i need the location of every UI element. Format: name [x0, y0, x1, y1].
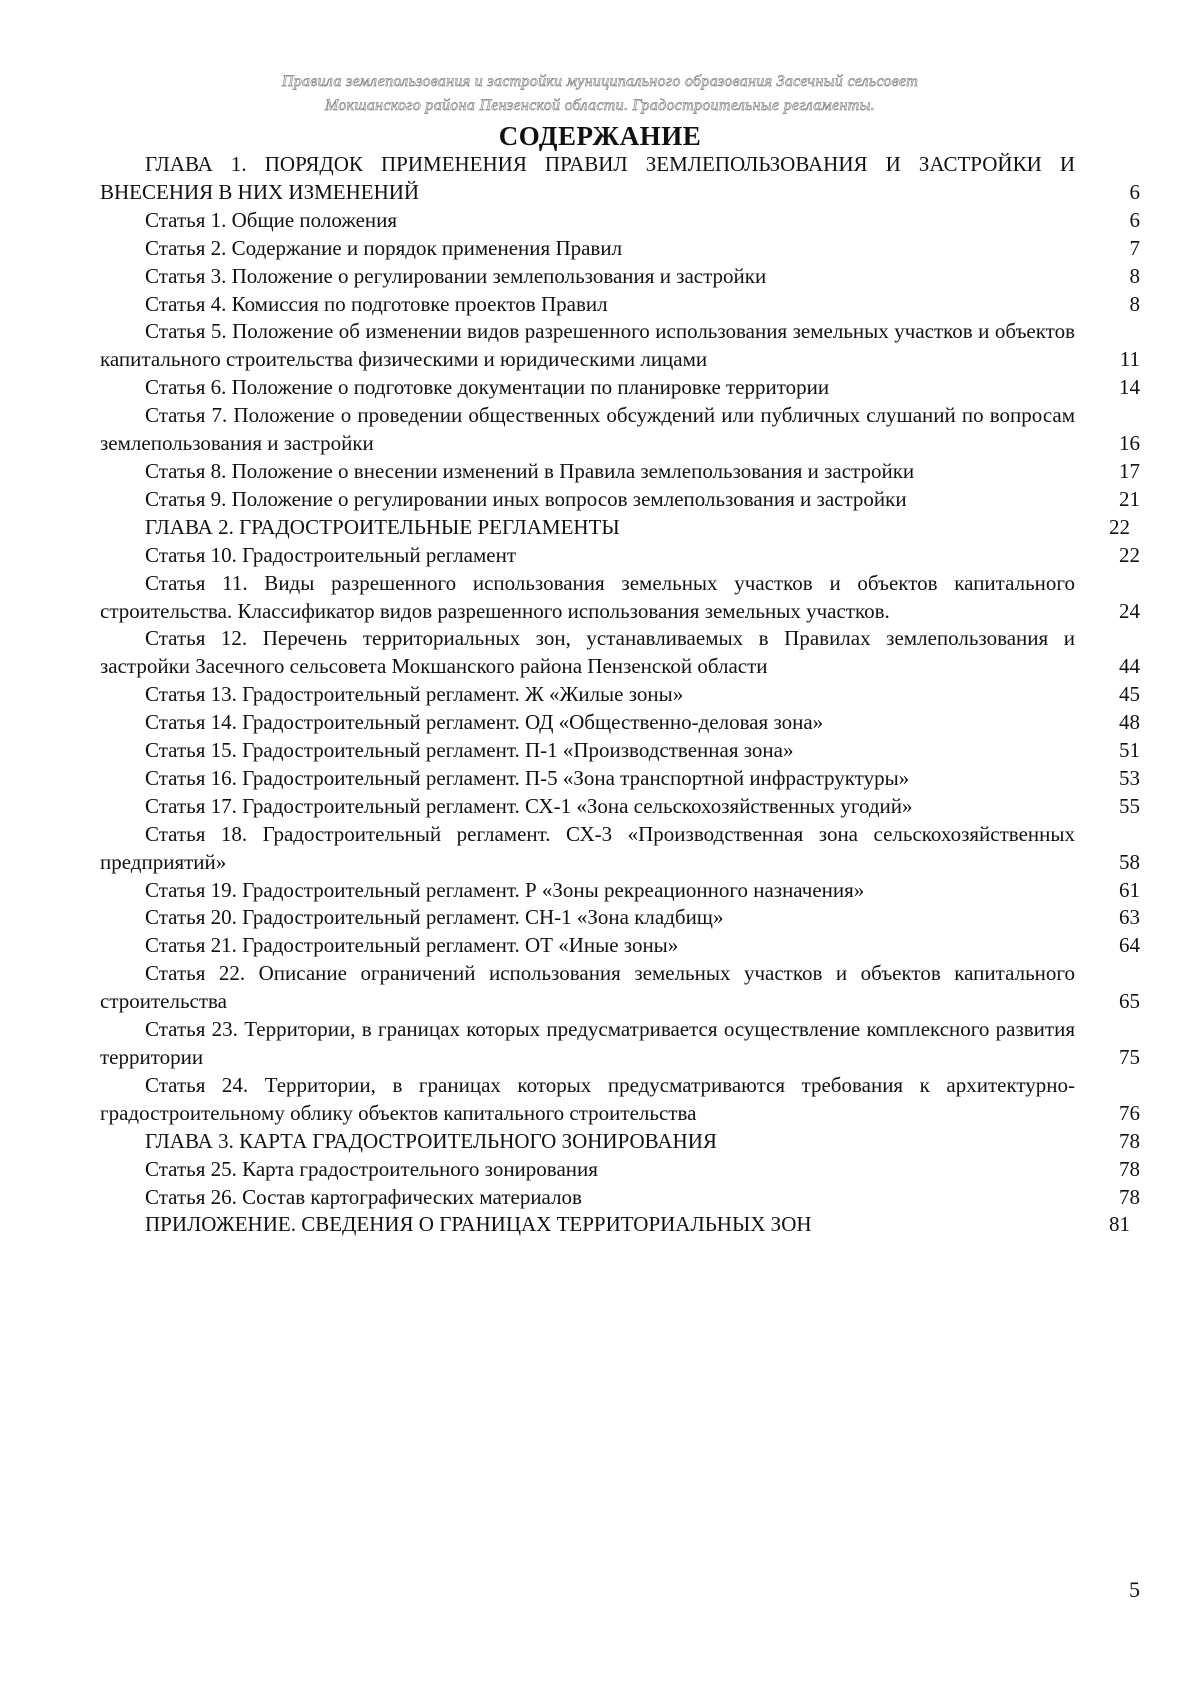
toc-entry [100, 821, 1140, 877]
toc-entry [100, 904, 1140, 932]
running-header-line-2: Мокшанского района Пензенской области. Градостроительные регламенты. [324, 97, 876, 114]
page-number: 5 [1129, 1577, 1140, 1602]
toc-entry [100, 765, 1140, 793]
toc-entry-page: 22 [1109, 514, 1130, 539]
toc-entry-page: 44 [1119, 654, 1140, 679]
toc-entry [100, 151, 1140, 207]
toc-entry [100, 486, 1140, 514]
toc-entry-page: 11 [1119, 347, 1140, 372]
toc-entry [100, 318, 1140, 374]
toc-entry-page: 24 [1119, 598, 1140, 623]
toc-entry [100, 291, 1140, 319]
toc-entry-page: 14 [1119, 375, 1140, 400]
toc-entry [100, 207, 1140, 235]
toc-entry-text: Статья 2. Содержание и порядок применения Правил [145, 235, 623, 260]
toc-entry-text: Статья 21. Градостроительный регламент. ОТ «Иные зоны» [145, 933, 679, 958]
toc-entry-text: Статья 9. Положение о регулировании иных вопросов землепользования и застройки [145, 486, 907, 511]
toc-entry-text: Статья 1. Общие положения [145, 207, 398, 232]
toc-entry [100, 737, 1140, 765]
toc-entry-text: Статья 10. Градостроительный регламент [145, 542, 517, 567]
toc-entry-page: 22 [1119, 542, 1140, 567]
toc-entry [100, 374, 1140, 402]
toc-entry-page: 8 [1129, 263, 1140, 288]
toc-entry-text: Статья 4. Комиссия по подготовке проектов Правил [145, 291, 608, 316]
toc-entry-text: ГЛАВА 1. ПОРЯДОК ПРИМЕНЕНИЯ ПРАВИЛ ЗЕМЛЕПОЛЬЗОВАНИЯ И ЗАСТРОЙКИ И ВНЕСЕНИЯ В НИХ ИЗМЕНЕНИЙ [100, 152, 1075, 204]
toc-entry-page: 55 [1119, 793, 1140, 818]
toc-entry-page: 63 [1119, 905, 1140, 930]
toc-entry-page: 6 [1129, 207, 1140, 232]
toc-entry-text: Статья 26. Состав картографических материалов [145, 1184, 582, 1209]
toc-entry-text: Статья 22. Описание ограничений использования земельных участков и объектов капитального строительства [100, 961, 1075, 1014]
toc-entry-text: Статья 24. Территории, в границах которых предусматриваются требования к архитектурно-градостроительному облику объектов капитального строительства [100, 1072, 1075, 1125]
toc-entry [100, 1072, 1140, 1128]
toc-entry [100, 709, 1140, 737]
toc-entry-text: Статья 12. Перечень территориальных зон, устанавливаемых в Правилах землепользования и застройки Засечного сельсовета Мокшанского района Пензенской области [100, 626, 1075, 679]
toc-entry-text: ГЛАВА 3. КАРТА ГРАДОСТРОИТЕЛЬНОГО ЗОНИРОВАНИЯ [145, 1128, 717, 1153]
toc-entry-page: 64 [1119, 933, 1140, 958]
toc-entry-page: 76 [1119, 1100, 1140, 1125]
toc-entry [100, 1016, 1140, 1072]
toc-entry-page: 78 [1119, 1156, 1140, 1181]
toc-entry [100, 458, 1140, 486]
toc-entry-page: 21 [1119, 486, 1140, 511]
toc-entry-page: 58 [1119, 849, 1140, 874]
toc-entry-page: 51 [1119, 738, 1140, 763]
toc-entry [100, 402, 1140, 458]
toc-entry-text: Статья 11. Виды разрешенного использования земельных участков и объектов капитального строительства. Классификатор видов разрешенного использования земельных участков. [100, 570, 1075, 623]
toc-entry [100, 1128, 1140, 1156]
toc-entry-page: 16 [1119, 431, 1140, 456]
toc-entry-page: 65 [1119, 989, 1140, 1014]
toc-entry [100, 877, 1140, 905]
toc-entry-text: Статья 14. Градостроительный регламент. ОД «Общественно-деловая зона» [145, 710, 824, 735]
running-header [0, 70, 1200, 118]
table-of-contents [100, 151, 1140, 1239]
toc-entry-page: 81 [1109, 1212, 1130, 1237]
toc-entry-text: Статья 17. Градостроительный регламент. СХ-1 «Зона сельскохозяйственных угодий» [145, 793, 913, 818]
toc-entry-text: ПРИЛОЖЕНИЕ. СВЕДЕНИЯ О ГРАНИЦАХ ТЕРРИТОРИАЛЬНЫХ ЗОН [145, 1212, 812, 1237]
toc-entry [100, 625, 1140, 681]
toc-entry-page: 53 [1119, 765, 1140, 790]
toc-entry [100, 263, 1140, 291]
toc-entry-page: 6 [1129, 179, 1140, 204]
toc-entry-page: 7 [1129, 235, 1140, 260]
toc-entry-text: Статья 3. Положение о регулировании землепользования и застройки [145, 263, 767, 288]
page-title: СОДЕРЖАНИЕ [498, 121, 702, 151]
toc-entry-page: 61 [1119, 877, 1140, 902]
toc-entry-text: Статья 5. Положение об изменении видов разрешенного использования земельных участков и объектов капитального строительства физическими и юридическими лицами [100, 319, 1075, 372]
toc-entry [100, 1184, 1140, 1212]
toc-entry-page: 45 [1119, 682, 1140, 707]
toc-entry-text: Статья 7. Положение о проведении общественных обсуждений или публичных слушаний по вопросам землепользования и застройки [100, 403, 1075, 456]
toc-entry-text: Статья 20. Градостроительный регламент. СН-1 «Зона кладбищ» [145, 905, 724, 930]
toc-entry [100, 570, 1140, 626]
toc-entry [100, 681, 1140, 709]
toc-entry [100, 932, 1140, 960]
toc-entry-page: 17 [1119, 458, 1140, 483]
toc-entry-text: Статья 23. Территории, в границах которых предусматривается осуществление комплексного развития территории [100, 1017, 1075, 1069]
toc-entry [100, 235, 1140, 263]
toc-entry-text: Статья 8. Положение о внесении изменений в Правила землепользования и застройки [145, 458, 915, 483]
toc-entry-text: Статья 25. Карта градостроительного зонирования [145, 1156, 598, 1181]
toc-entry [100, 1211, 1140, 1239]
toc-entry [100, 1156, 1140, 1184]
toc-entry-text: Статья 13. Градостроительный регламент. Ж «Жилые зоны» [145, 682, 684, 707]
toc-entry-text: Статья 19. Градостроительный регламент. Р «Зоны рекреационного назначения» [145, 877, 865, 902]
toc-entry-text: Статья 15. Градостроительный регламент. П-1 «Производственная зона» [145, 738, 794, 763]
toc-entry-text: Статья 16. Градостроительный регламент. П-5 «Зона транспортной инфраструктуры» [145, 765, 910, 790]
toc-entry [100, 793, 1140, 821]
toc-entry-page: 78 [1119, 1128, 1140, 1153]
toc-entry [100, 960, 1140, 1016]
toc-entry-page: 78 [1119, 1184, 1140, 1209]
toc-entry-text: Статья 18. Градостроительный регламент. СХ-3 «Производственная зона сельскохозяйственных предприятий» [100, 821, 1075, 874]
toc-entry-page: 8 [1129, 291, 1140, 316]
toc-entry-page: 75 [1119, 1045, 1140, 1069]
toc-entry-text: Статья 6. Положение о подготовке документации по планировке территории [145, 375, 830, 400]
toc-entry [100, 542, 1140, 570]
toc-entry-page: 48 [1119, 710, 1140, 735]
running-header-line-1: Правила землепользования и застройки муниципального образования Засечный сельсовет [281, 73, 919, 90]
toc-entry [100, 514, 1140, 542]
toc-entry-text: ГЛАВА 2. ГРАДОСТРОИТЕЛЬНЫЕ РЕГЛАМЕНТЫ [145, 514, 620, 539]
